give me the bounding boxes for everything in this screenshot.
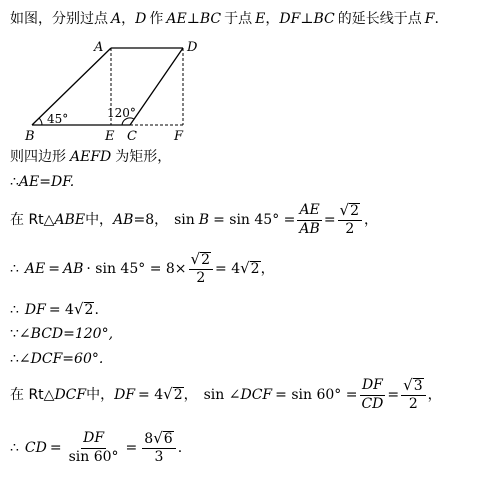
angle-c-label: 120° bbox=[107, 106, 136, 120]
l3-ab: AB bbox=[113, 212, 134, 228]
l8-root: √ 2 bbox=[163, 385, 183, 404]
l5-end: . bbox=[94, 301, 99, 318]
segment-ae: AE bbox=[166, 11, 187, 27]
solution-line-7 bbox=[10, 352, 103, 366]
l4-root-arg: 2 bbox=[201, 251, 211, 268]
l4-result: = 4 bbox=[215, 261, 241, 277]
l4-result-root: √ 2 bbox=[240, 259, 260, 278]
sep-1: ， bbox=[121, 11, 136, 27]
solution-line-3 bbox=[10, 202, 378, 238]
because-symbol: ∵ bbox=[10, 326, 19, 342]
perp-symbol-1: ⊥ bbox=[186, 11, 200, 27]
point-f: F bbox=[424, 11, 435, 27]
l9-fraction-df-sin bbox=[67, 431, 121, 465]
l3-tri: ABE bbox=[54, 212, 86, 228]
l8-df: DF bbox=[114, 387, 136, 403]
l1-text-c: 为矩形， bbox=[115, 149, 172, 165]
perp-symbol-2: ⊥ bbox=[300, 11, 314, 27]
l8-tri: DCF bbox=[54, 387, 87, 403]
l3-text-c: 中， bbox=[85, 212, 114, 228]
l9-frac-den: sin 60° bbox=[68, 448, 119, 465]
l8-frac-num: DF bbox=[360, 378, 385, 395]
point-d: D bbox=[135, 11, 147, 27]
solution-line-9 bbox=[10, 428, 182, 468]
period: . bbox=[434, 11, 439, 27]
l8-sin: sin ∠ bbox=[203, 387, 241, 403]
l3-frac-num: AE bbox=[297, 203, 321, 220]
sep-2: ， bbox=[265, 11, 280, 27]
l6-expr: ∠BCD=120°, bbox=[18, 326, 114, 342]
l8-eq: = 4 bbox=[138, 387, 164, 403]
intro-text-d: 的延长线于点 bbox=[337, 11, 422, 27]
therefore-symbol: ∴ bbox=[10, 174, 19, 190]
l4-root-den: 2 bbox=[196, 270, 206, 286]
l3-root-arg: 2 bbox=[350, 202, 360, 219]
l9-fraction-result: 8 √ 6 3 bbox=[142, 431, 175, 466]
l9-eq1: = bbox=[49, 440, 62, 456]
segment-bc-2: BC bbox=[313, 11, 335, 27]
label-a: A bbox=[94, 40, 104, 55]
l1-quad: AEFD bbox=[70, 149, 112, 165]
therefore-symbol: ∴ bbox=[10, 261, 19, 277]
therefore-symbol: ∴ bbox=[10, 440, 19, 456]
segment-bc-1: BC bbox=[199, 11, 222, 27]
l4-fraction-root2-2: √ 2 2 bbox=[189, 252, 213, 287]
l3-fraction-ae-ab bbox=[297, 203, 321, 237]
label-d: D bbox=[187, 40, 198, 55]
l3-text-a: 在 Rt△ bbox=[10, 212, 55, 228]
l9-end: . bbox=[177, 440, 183, 456]
l4-ae: AE bbox=[24, 261, 46, 277]
l8-fraction-root3-2: √ 3 2 bbox=[401, 378, 425, 413]
point-e: E bbox=[255, 11, 266, 27]
l8-angle: DCF bbox=[240, 387, 273, 403]
label-c: C bbox=[127, 129, 137, 144]
solution-line-2 bbox=[10, 175, 74, 189]
solution-line-5 bbox=[10, 302, 99, 318]
l8-comma: ， bbox=[183, 387, 198, 403]
l8-text-a: 在 Rt△ bbox=[10, 387, 55, 403]
l3-end: ， bbox=[364, 212, 379, 228]
l3-frac-den: AB bbox=[299, 220, 320, 237]
l8-fraction-df-cd bbox=[359, 378, 385, 412]
l9-result-den: 3 bbox=[154, 449, 164, 465]
angle-b-label: 45° bbox=[47, 112, 69, 126]
intro-text-a: 如图，分别过点 bbox=[10, 11, 108, 27]
label-e: E bbox=[105, 129, 115, 144]
l8-root-den: 2 bbox=[408, 396, 418, 412]
intro-text-c: 于点 bbox=[224, 11, 253, 27]
l9-root-arg: 6 bbox=[163, 430, 173, 447]
segment-cd bbox=[130, 48, 183, 125]
l9-coef: 8 bbox=[144, 430, 154, 447]
l3-eq2: = bbox=[323, 212, 336, 228]
l7-expr: ∠DCF=60°. bbox=[18, 351, 104, 367]
solution-line-4 bbox=[10, 250, 275, 288]
l8-eq1: = sin 60° = bbox=[275, 387, 358, 403]
l4-eq: = bbox=[48, 261, 60, 277]
l4-ab: AB bbox=[63, 261, 84, 277]
l1-text-a: 则四边形 bbox=[10, 149, 66, 165]
l9-cd: CD bbox=[24, 440, 47, 456]
l4-end: ， bbox=[260, 261, 275, 277]
l9-eq2: = bbox=[125, 440, 138, 456]
label-f: F bbox=[174, 129, 184, 144]
label-b: B bbox=[25, 129, 35, 144]
l3-sin: sin bbox=[174, 212, 195, 228]
point-a: A bbox=[111, 11, 122, 27]
l3-eq1: = sin 45° = bbox=[213, 212, 296, 228]
geometry-figure bbox=[20, 36, 220, 146]
segment-df: DF bbox=[279, 11, 301, 27]
l8-eq2: = bbox=[387, 387, 400, 403]
angle-b-arc bbox=[39, 118, 42, 125]
l3-angle-b: B bbox=[198, 212, 210, 228]
therefore-symbol: ∴ bbox=[10, 351, 19, 367]
solution-line-8 bbox=[10, 376, 442, 414]
l8-root-arg: 3 bbox=[413, 377, 423, 394]
l8-text-c: 中， bbox=[86, 387, 115, 403]
l8-end: ， bbox=[427, 387, 442, 403]
l4-sin-part: · sin 45° = 8× bbox=[86, 261, 187, 277]
l2-expr: AE=DF. bbox=[18, 174, 75, 190]
l5-root: √ 2 bbox=[73, 300, 94, 318]
solution-line-6 bbox=[10, 327, 113, 341]
solution-line-1 bbox=[10, 150, 171, 164]
l8-frac-den: CD bbox=[361, 395, 384, 412]
l9-frac-num: DF bbox=[81, 431, 106, 448]
problem-statement bbox=[10, 12, 439, 26]
l5-eq: = 4 bbox=[48, 301, 74, 318]
l5-df: DF bbox=[24, 301, 46, 318]
intro-text-b: 作 bbox=[149, 11, 164, 27]
segment-ab bbox=[32, 48, 111, 125]
therefore-symbol: ∴ bbox=[10, 301, 19, 318]
l3-fraction-root2-2: √ 2 2 bbox=[338, 203, 362, 238]
l3-root-den: 2 bbox=[345, 221, 355, 237]
l3-eight: =8， bbox=[133, 212, 169, 228]
